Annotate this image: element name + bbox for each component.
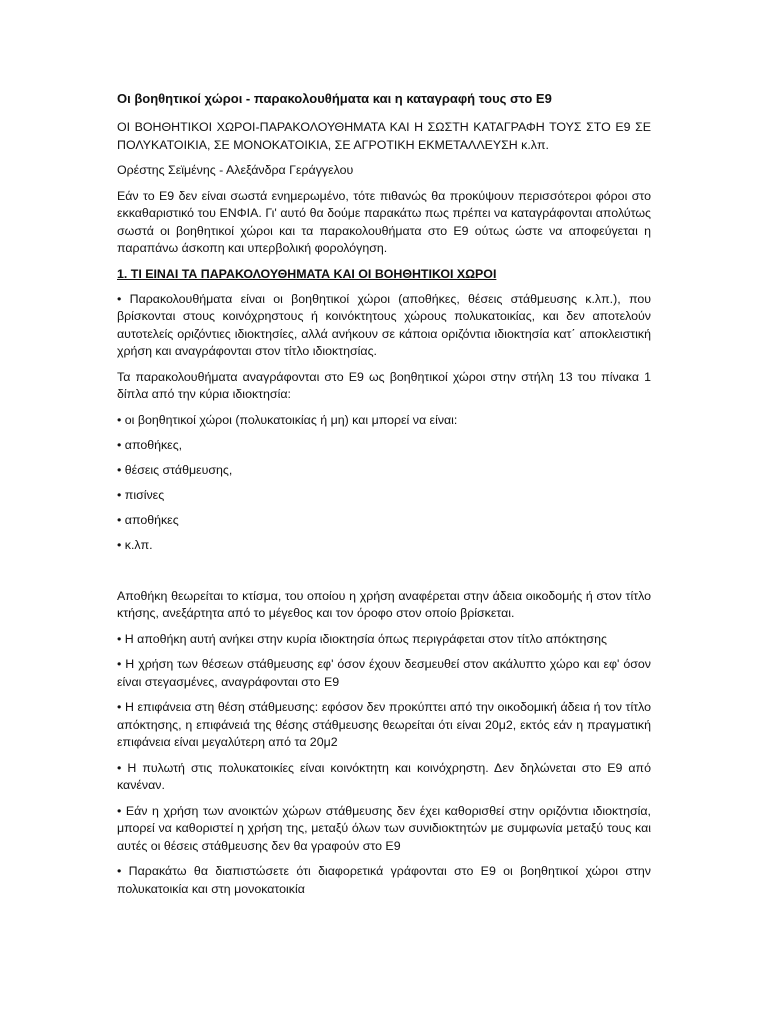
- paragraph-definition: • Παρακολουθήματα είναι οι βοηθητικοί χώροι (αποθήκες, θέσεις στάθμευσης κ.λπ.), που βρίσκονται στους κοινόχρηστους ή κοινόκτητους χώρους πολυκατοικίας, και δεν αποτελούν αυτοτελείς οριζόντιες ιδιοκτησίες, αλλά ανήκουν σε κάποια οριζόντια ιδιοκτησία κατ΄ αποκλειστική χρήση και αναγράφονται στον τίτλο ιδιοκτησίας.: [117, 291, 651, 358]
- list-item: • αποθήκες,: [117, 437, 183, 452]
- bullet-paragraph: • Η χρήση των θέσεων στάθμευσης εφ' όσον έχουν δεσμευθεί στον ακάλυπτο χώρο και εφ' όσον είναι στεγασμένες, αναγράφονται στο Ε9: [117, 657, 651, 689]
- paragraph-e9-column: Τα παρακολουθήματα αναγράφονται στο Ε9 ως βοηθητικοί χώροι στην στήλη 13 του πίνακα 1 δίπλα από την κύρια ιδιοκτησία:: [117, 369, 651, 401]
- authors: Ορέστης Σεϊμένης - Αλεξάνδρα Γεράγγελου: [117, 163, 354, 177]
- intro-paragraph: Εάν το Ε9 δεν είναι σωστά ενημερωμένο, τότε πιθανώς θα προκύψουν περισσότεροι φόροι στο εκκαθαριστικό του ΕΝΦΙΑ. Γι' αυτό θα δούμε παρακάτω πως πρέπει να καταγράφονται απολύτως σωστά οι βοηθητικοί χώροι και τα παρακολουθήματα στο Ε9 ούτως ώστε να αποφεύγεται η παραπάνω άσκοπη και υπερβολική φορολόγηση.: [117, 188, 651, 255]
- bullet-paragraph: • Η αποθήκη αυτή ανήκει στην κυρία ιδιοκτησία όπως περιγράφεται στον τίτλο απόκτησης: [117, 631, 607, 646]
- list-item: • πισίνες: [117, 487, 165, 502]
- bullet-paragraph: • Η πυλωτή στις πολυκατοικίες είναι κοινόκτητη και κοινόχρηστη. Δεν δηλώνεται στο Ε9 από κανέναν.: [117, 760, 651, 792]
- bullet-paragraph: • Παρακάτω θα διαπιστώσετε ότι διαφορετικά γράφονται στο Ε9 οι βοηθητικοί χώροι στην πολυκατοικία και στη μονοκατοικία: [117, 864, 651, 896]
- paragraph-storage: Αποθήκη θεωρείται το κτίσμα, του οποίου η χρήση αναφέρεται στην άδεια οικοδομής ή στον τίτλο κτήσης, ανεξάρτητα από το μέγεθος και τον όροφο στον οποίο βρίσκεται.: [117, 588, 651, 620]
- spacer: [117, 562, 651, 588]
- document-title: Οι βοηθητικοί χώροι - παρακολουθήματα και η καταγραφή τους στο Ε9: [117, 91, 552, 106]
- section-heading: 1. ΤΙ ΕΙΝΑΙ ΤΑ ΠΑΡΑΚΟΛΟΥΘΗΜΑΤΑ ΚΑΙ ΟΙ ΒΟΗΘΗΤΙΚΟΙ ΧΩΡΟΙ: [117, 266, 497, 281]
- list-item: • κ.λπ.: [117, 537, 153, 552]
- bullet-paragraph: • Η επιφάνεια στη θέση στάθμευσης: εφόσον δεν προκύπτει από την οικοδομική άδεια ή τον τίτλο απόκτησης, η επιφάνειά της θέσης στάθμευσης θεωρείται ότι είναι 20μ2, εκτός εάν η πραγματική επιφάνεια είναι μεγαλύτερη από τα 20μ2: [117, 700, 651, 749]
- list-intro: • οι βοηθητικοί χώροι (πολυκατοικίας ή μη) και μπορεί να είναι:: [117, 412, 458, 427]
- list-item: • θέσεις στάθμευσης,: [117, 462, 233, 477]
- bullet-paragraph: • Εάν η χρήση των ανοικτών χώρων στάθμευσης δεν έχει καθορισθεί στην οριζόντια ιδιοκτησία, μπορεί να καθοριστεί η χρήση της, μεταξύ όλων των συνιδιοκτητών με συμφωνία μεταξύ τους και αυτές οι θέσεις στάθμευσης δεν θα γραφούν στο Ε9: [117, 803, 651, 853]
- document-subtitle: ΟΙ ΒΟΗΘΗΤΙΚΟΙ ΧΩΡΟΙ-ΠΑΡΑΚΟΛΟΥΘΗΜΑΤΑ ΚΑΙ Η ΣΩΣΤΗ ΚΑΤΑΓΡΑΦΗ ΤΟΥΣ ΣΤΟ Ε9 ΣΕ ΠΟΛΥΚΑΤΟΙΚΙΑ, ΣΕ ΜΟΝΟΚΑΤΟΙΚΙΑ, ΣΕ ΑΓΡΟΤΙΚΗ ΕΚΜΕΤΑΛΛΕΥΣΗ κ.λπ.: [117, 120, 651, 152]
- list-item: • αποθήκες: [117, 512, 179, 527]
